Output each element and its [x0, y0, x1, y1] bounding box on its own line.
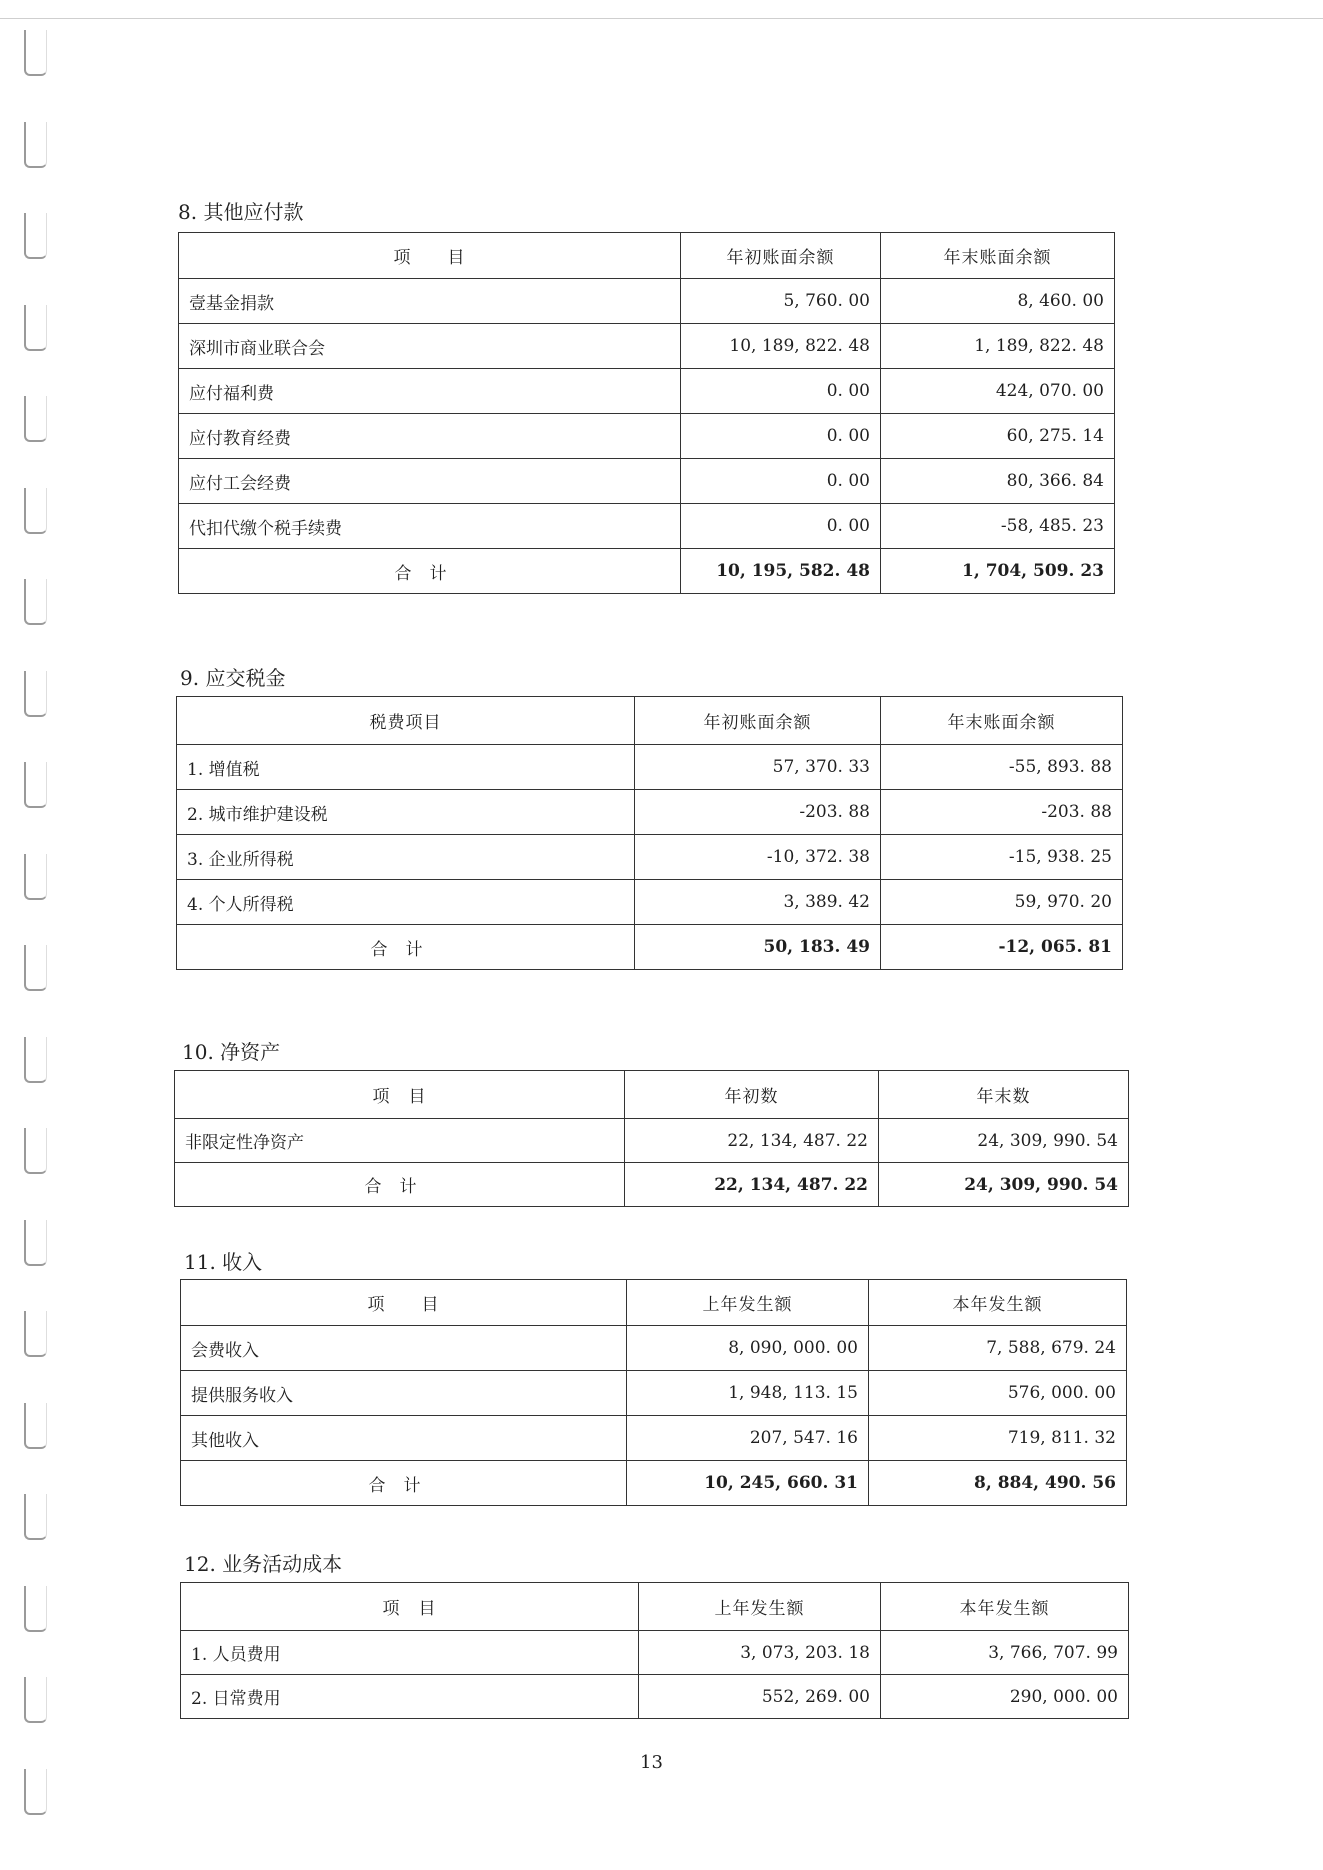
item-cell: 应付教育经费 — [179, 414, 681, 459]
table-row — [179, 369, 1115, 414]
prior-amount-cell: 552, 269. 00 — [639, 1675, 881, 1719]
binding-holes-strip — [24, 30, 54, 1860]
current-amount-cell: -12, 065. 81 — [881, 925, 1123, 970]
current-amount-cell: 60, 275. 14 — [881, 414, 1115, 459]
top-scan-rule — [0, 18, 1323, 19]
table-total-row — [177, 925, 1123, 970]
binding-hole — [24, 1403, 47, 1449]
table-total-row — [181, 1461, 1127, 1506]
table-row — [179, 414, 1115, 459]
current-amount-cell: -55, 893. 88 — [881, 745, 1123, 790]
item-cell: 应付福利费 — [179, 369, 681, 414]
table-net-assets — [174, 1070, 1129, 1207]
binding-hole — [24, 579, 47, 625]
prior-amount-cell: 上年发生额 — [639, 1583, 881, 1631]
prior-amount-cell: 1, 948, 113. 15 — [627, 1371, 869, 1416]
binding-hole — [24, 854, 47, 900]
binding-hole — [24, 122, 47, 168]
table-row — [177, 835, 1123, 880]
table-total-row — [175, 1163, 1129, 1207]
item-cell: 3. 企业所得税 — [177, 835, 635, 880]
item-cell: 非限定性净资产 — [175, 1119, 625, 1163]
item-cell: 4. 个人所得税 — [177, 880, 635, 925]
current-amount-cell: 本年发生额 — [869, 1280, 1127, 1326]
item-cell: 代扣代缴个税手续费 — [179, 504, 681, 549]
current-amount-cell: 年末账面余额 — [881, 233, 1115, 279]
binding-hole — [24, 1037, 47, 1083]
current-amount-cell: 8, 460. 00 — [881, 279, 1115, 324]
item-cell: 项 目 — [181, 1280, 627, 1326]
item-cell: 合计 — [177, 925, 635, 970]
binding-hole — [24, 1311, 47, 1357]
item-cell: 2. 日常费用 — [181, 1675, 639, 1719]
prior-amount-cell: 22, 134, 487. 22 — [625, 1163, 879, 1207]
table-row — [181, 1631, 1129, 1675]
item-cell: 其他收入 — [181, 1416, 627, 1461]
prior-amount-cell: 22, 134, 487. 22 — [625, 1119, 879, 1163]
item-cell: 合计 — [179, 549, 681, 594]
table-row — [179, 279, 1115, 324]
binding-hole — [24, 1494, 47, 1540]
table-header-row — [181, 1280, 1127, 1326]
item-cell: 提供服务收入 — [181, 1371, 627, 1416]
item-cell: 应付工会经费 — [179, 459, 681, 504]
current-amount-cell: 80, 366. 84 — [881, 459, 1115, 504]
current-amount-cell: 1, 189, 822. 48 — [881, 324, 1115, 369]
item-cell: 税费项目 — [177, 697, 635, 745]
prior-amount-cell: 0. 00 — [681, 414, 881, 459]
table-header-row — [175, 1071, 1129, 1119]
section-title-net-assets: 10. 净资产 — [182, 1040, 281, 1064]
prior-amount-cell: 3, 073, 203. 18 — [639, 1631, 881, 1675]
binding-hole — [24, 1769, 47, 1815]
binding-hole — [24, 396, 47, 442]
prior-amount-cell: 3, 389. 42 — [635, 880, 881, 925]
prior-amount-cell: 0. 00 — [681, 459, 881, 504]
prior-amount-cell: 10, 245, 660. 31 — [627, 1461, 869, 1506]
prior-amount-cell: -10, 372. 38 — [635, 835, 881, 880]
table-row — [177, 880, 1123, 925]
binding-hole — [24, 213, 47, 259]
table-header-row — [181, 1583, 1129, 1631]
prior-amount-cell: 0. 00 — [681, 504, 881, 549]
table-row — [179, 504, 1115, 549]
table-other-payables — [178, 232, 1115, 594]
current-amount-cell: -58, 485. 23 — [881, 504, 1115, 549]
prior-amount-cell: 50, 183. 49 — [635, 925, 881, 970]
binding-hole — [24, 945, 47, 991]
prior-amount-cell: 207, 547. 16 — [627, 1416, 869, 1461]
current-amount-cell: 年末账面余额 — [881, 697, 1123, 745]
section-title-income: 11. 收入 — [184, 1250, 263, 1274]
section-title-other-payables: 8. 其他应付款 — [178, 200, 304, 224]
table-income — [180, 1279, 1127, 1506]
prior-amount-cell: 0. 00 — [681, 369, 881, 414]
binding-hole — [24, 1586, 47, 1632]
prior-amount-cell: 10, 195, 582. 48 — [681, 549, 881, 594]
binding-hole — [24, 1128, 47, 1174]
current-amount-cell: 3, 766, 707. 99 — [881, 1631, 1129, 1675]
item-cell: 1. 增值税 — [177, 745, 635, 790]
prior-amount-cell: 57, 370. 33 — [635, 745, 881, 790]
current-amount-cell: 59, 970. 20 — [881, 880, 1123, 925]
binding-hole — [24, 1677, 47, 1723]
current-amount-cell: 576, 000. 00 — [869, 1371, 1127, 1416]
table-header-row — [177, 697, 1123, 745]
prior-amount-cell: 8, 090, 000. 00 — [627, 1326, 869, 1371]
current-amount-cell: 年末数 — [879, 1071, 1129, 1119]
current-amount-cell: 290, 000. 00 — [881, 1675, 1129, 1719]
item-cell: 会费收入 — [181, 1326, 627, 1371]
current-amount-cell: -203. 88 — [881, 790, 1123, 835]
current-amount-cell: 24, 309, 990. 54 — [879, 1163, 1129, 1207]
binding-hole — [24, 1220, 47, 1266]
prior-amount-cell: 5, 760. 00 — [681, 279, 881, 324]
current-amount-cell: 7, 588, 679. 24 — [869, 1326, 1127, 1371]
current-amount-cell: 8, 884, 490. 56 — [869, 1461, 1127, 1506]
table-row — [179, 324, 1115, 369]
section-title-operating-costs: 12. 业务活动成本 — [184, 1552, 343, 1576]
prior-amount-cell: 10, 189, 822. 48 — [681, 324, 881, 369]
item-cell: 项 目 — [179, 233, 681, 279]
table-row — [175, 1119, 1129, 1163]
section-title-taxes-payable: 9. 应交税金 — [180, 666, 286, 690]
item-cell: 深圳市商业联合会 — [179, 324, 681, 369]
prior-amount-cell: 年初账面余额 — [635, 697, 881, 745]
item-cell: 项 目 — [175, 1071, 625, 1119]
table-total-row — [179, 549, 1115, 594]
current-amount-cell: 424, 070. 00 — [881, 369, 1115, 414]
prior-amount-cell: 年初数 — [625, 1071, 879, 1119]
prior-amount-cell: -203. 88 — [635, 790, 881, 835]
current-amount-cell: 24, 309, 990. 54 — [879, 1119, 1129, 1163]
table-row — [181, 1675, 1129, 1719]
current-amount-cell: 719, 811. 32 — [869, 1416, 1127, 1461]
item-cell: 项 目 — [181, 1583, 639, 1631]
binding-hole — [24, 30, 47, 76]
current-amount-cell: 1, 704, 509. 23 — [881, 549, 1115, 594]
binding-hole — [24, 488, 47, 534]
table-header-row — [179, 233, 1115, 279]
table-row — [181, 1371, 1127, 1416]
table-operating-costs — [180, 1582, 1129, 1719]
item-cell: 合计 — [181, 1461, 627, 1506]
prior-amount-cell: 年初账面余额 — [681, 233, 881, 279]
item-cell: 合计 — [175, 1163, 625, 1207]
current-amount-cell: 本年发生额 — [881, 1583, 1129, 1631]
table-row — [181, 1326, 1127, 1371]
table-row — [177, 745, 1123, 790]
table-row — [181, 1416, 1127, 1461]
binding-hole — [24, 305, 47, 351]
table-row — [179, 459, 1115, 504]
current-amount-cell: -15, 938. 25 — [881, 835, 1123, 880]
table-row — [177, 790, 1123, 835]
binding-hole — [24, 671, 47, 717]
item-cell: 1. 人员费用 — [181, 1631, 639, 1675]
table-taxes-payable — [176, 696, 1123, 970]
item-cell: 壹基金捐款 — [179, 279, 681, 324]
binding-hole — [24, 762, 47, 808]
page-number: 13 — [640, 1752, 663, 1773]
item-cell: 2. 城市维护建设税 — [177, 790, 635, 835]
prior-amount-cell: 上年发生额 — [627, 1280, 869, 1326]
